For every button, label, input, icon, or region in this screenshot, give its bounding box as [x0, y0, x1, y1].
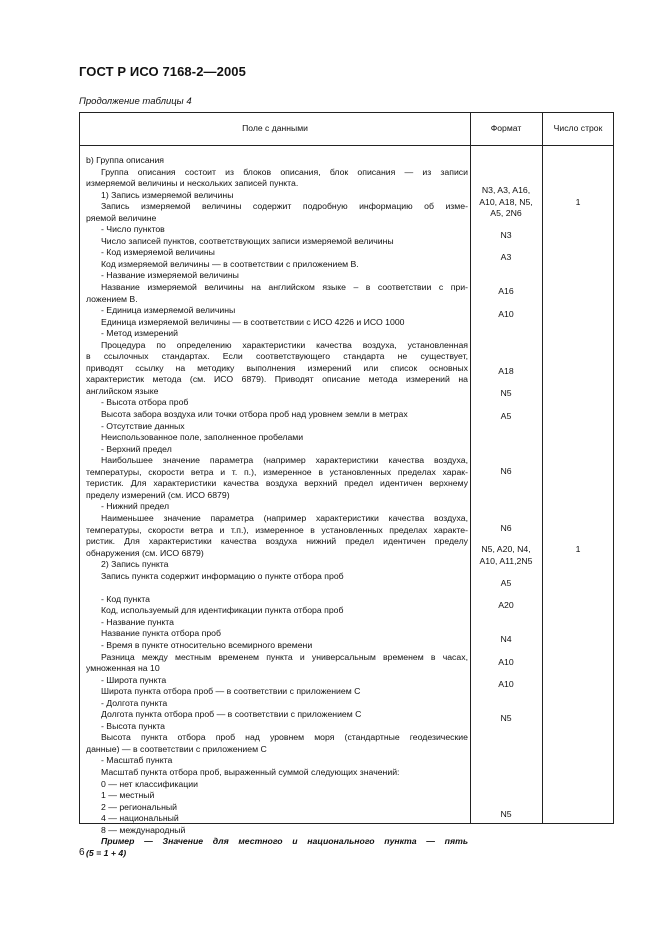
text-line: Высота забора воздуха или точки отбора проб над уровнем земли в метрах [101, 409, 408, 420]
text-line: 4 — национальный [101, 813, 179, 824]
text-line: Название пункта отбора проб [101, 628, 221, 639]
text-line: - Метод измерений [101, 328, 178, 339]
format-cell: N5 [500, 388, 512, 398]
text-line: Разница между местным временем пункта и универсальным временем в часах, [101, 651, 468, 662]
text-line: 8 — международный [101, 824, 186, 835]
text-line: теристик. Для характеристики качества воздуха верхний предел идентичен верхнему [86, 478, 468, 489]
text-line: - Число пунктов [101, 224, 165, 235]
spacer [86, 582, 468, 594]
text-line: Название измеряемой величины на английском языке – в соответствии с при- [101, 282, 468, 293]
text-line: Долгота пункта отбора проб — в соответствии с приложением С [101, 709, 362, 720]
format-cell: A10, A11,2N5 [479, 556, 533, 566]
table-caption: Продолжение таблицы 4 [79, 96, 192, 107]
text-line: Неиспользованное поле, заполненное пробелами [101, 432, 304, 443]
example-line: (5 = 1 + 4) [86, 847, 127, 858]
header-divider [80, 145, 613, 146]
text-line: 1 — местный [101, 790, 155, 801]
text-line: - Код пункта [101, 593, 150, 604]
text-line: Высота пункта отбора проб над уровнем моря (стандартные геодезические [101, 732, 468, 743]
text-line: - Нижний предел [101, 501, 170, 512]
format-cell: N6 [500, 466, 512, 476]
text-line: Группа описания состоит из блоков описания, блок описания — из записи [101, 166, 468, 177]
format-cell: A10, A18, N5, [479, 197, 533, 207]
text-line: температуры, скорости ветра и т. п.), измеренное в установленных пределах харак- [86, 466, 468, 477]
text-line: Запись пункта содержит информацию о пункте отбора проб [101, 570, 344, 581]
text-line: Код, используемый для идентификации пункта отбора проб [101, 605, 344, 616]
text-line: Масштаб пункта отбора проб, выраженный суммой следующих значений: [101, 766, 400, 777]
header-rows-count: Число строк [553, 123, 603, 133]
text-line: - Высота отбора проб [101, 397, 189, 408]
text-line: пределу измерений (см. ИСО 6879) [86, 489, 230, 500]
text-line: Процедура по определению характеристики качества воздуха, установленная [101, 339, 468, 350]
column-divider [542, 113, 543, 823]
format-cell: N3, A3, A16, [481, 185, 531, 195]
text-line: ристик. Для характеристики качества воздуха нижний предел идентичен пределу [86, 536, 468, 547]
format-cell: A10 [498, 309, 514, 319]
format-cell: A5, 2N6 [490, 208, 522, 218]
text-line: ложением В. [86, 293, 138, 304]
text-line: - Код измеряемой величины [101, 247, 215, 258]
format-cell: N5, A20, N4, [481, 544, 531, 554]
text-line: 2 — региональный [101, 801, 177, 812]
text-line: - Название пункта [101, 616, 174, 627]
text-line: - Долгота пункта [101, 697, 168, 708]
field-column-text [86, 155, 468, 859]
text-line: в ссылочных стандартах. Если соответствующего стандарта не существует, [86, 351, 468, 362]
format-cell: A10 [498, 657, 514, 667]
text-line: Запись измеряемой величины содержит подробную информацию об изме- [101, 201, 468, 212]
row-count-cell: 1 [575, 544, 581, 554]
text-line: температуры, скорости ветра и т.п.), измеренное в установленных пределах характе- [86, 524, 468, 535]
format-cell: A10 [498, 679, 514, 689]
format-cell: A3 [500, 252, 512, 262]
row-count-cell: 1 [575, 197, 581, 207]
header-field: Поле с данными [242, 123, 308, 133]
text-line: данные) — в соответствии с приложением С [86, 743, 267, 754]
text-line: английском языке [86, 385, 159, 396]
header-format: Формат [490, 123, 522, 133]
format-cell: A20 [498, 600, 514, 610]
text-line: характеристик метода (см. ИСО 6879). Приводят описание метода измерений на [86, 374, 468, 385]
text-line: умноженная на 10 [86, 663, 160, 674]
text-line: 1) Запись измеряемой величины [101, 189, 234, 200]
data-table [79, 112, 614, 858]
format-cell: A16 [498, 286, 514, 296]
text-line: 2) Запись пункта [101, 559, 169, 570]
document-title: ГОСТ Р ИСО 7168-2—2005 [79, 64, 246, 79]
page-number: 6 [79, 847, 85, 858]
text-line: b) Группа описания [86, 155, 165, 165]
text-line: - Высота пункта [101, 720, 166, 731]
format-cell: N5 [500, 713, 512, 723]
example-line: Пример — Значение для местного и национального пункта — пять [101, 836, 468, 847]
text-line: обнаружения (см. ИСО 6879) [86, 547, 204, 558]
text-line: - Верхний предел [101, 443, 172, 454]
text-line: Число записей пунктов, соответствующих записи измеряемой величины [101, 235, 394, 246]
text-line: - Название измеряемой величины [101, 270, 239, 281]
format-cell: A18 [498, 366, 514, 376]
format-cell: A5 [500, 411, 512, 421]
format-cell: N5 [500, 809, 512, 819]
format-cell: N3 [500, 230, 512, 240]
text-line: - Отсутствие данных [101, 420, 185, 431]
text-line: 0 — нет классификации [101, 778, 198, 789]
text-line: Код измеряемой величины — в соответствии с приложением В. [101, 258, 359, 269]
format-cell: A5 [500, 578, 512, 588]
text-line: - Время в пункте относительно всемирного времени [101, 639, 313, 650]
format-cell: N4 [500, 634, 512, 644]
text-line: - Единица измеряемой величины [101, 305, 236, 316]
format-cell: N6 [500, 523, 512, 533]
text-line: - Масштаб пункта [101, 755, 173, 766]
text-line: измеряемой величины и нескольких записей пункта. [86, 178, 299, 189]
text-line: Наименьшее значение параметра (например характеристики качества воздуха, [101, 512, 468, 523]
text-line: ряемой величине [86, 212, 157, 223]
text-line: Широта пункта отбора проб — в соответствии с приложением С [101, 686, 361, 697]
text-line: приводят ссылку на методику выполнения измерений или список основных [86, 362, 468, 373]
text-line: Единица измеряемой величины — в соответствии с ИСО 4226 и ИСО 1000 [101, 316, 405, 327]
text-line: Наибольшее значение параметра (например характеристики качества воздуха, [101, 455, 468, 466]
text-line: - Широта пункта [101, 674, 167, 685]
